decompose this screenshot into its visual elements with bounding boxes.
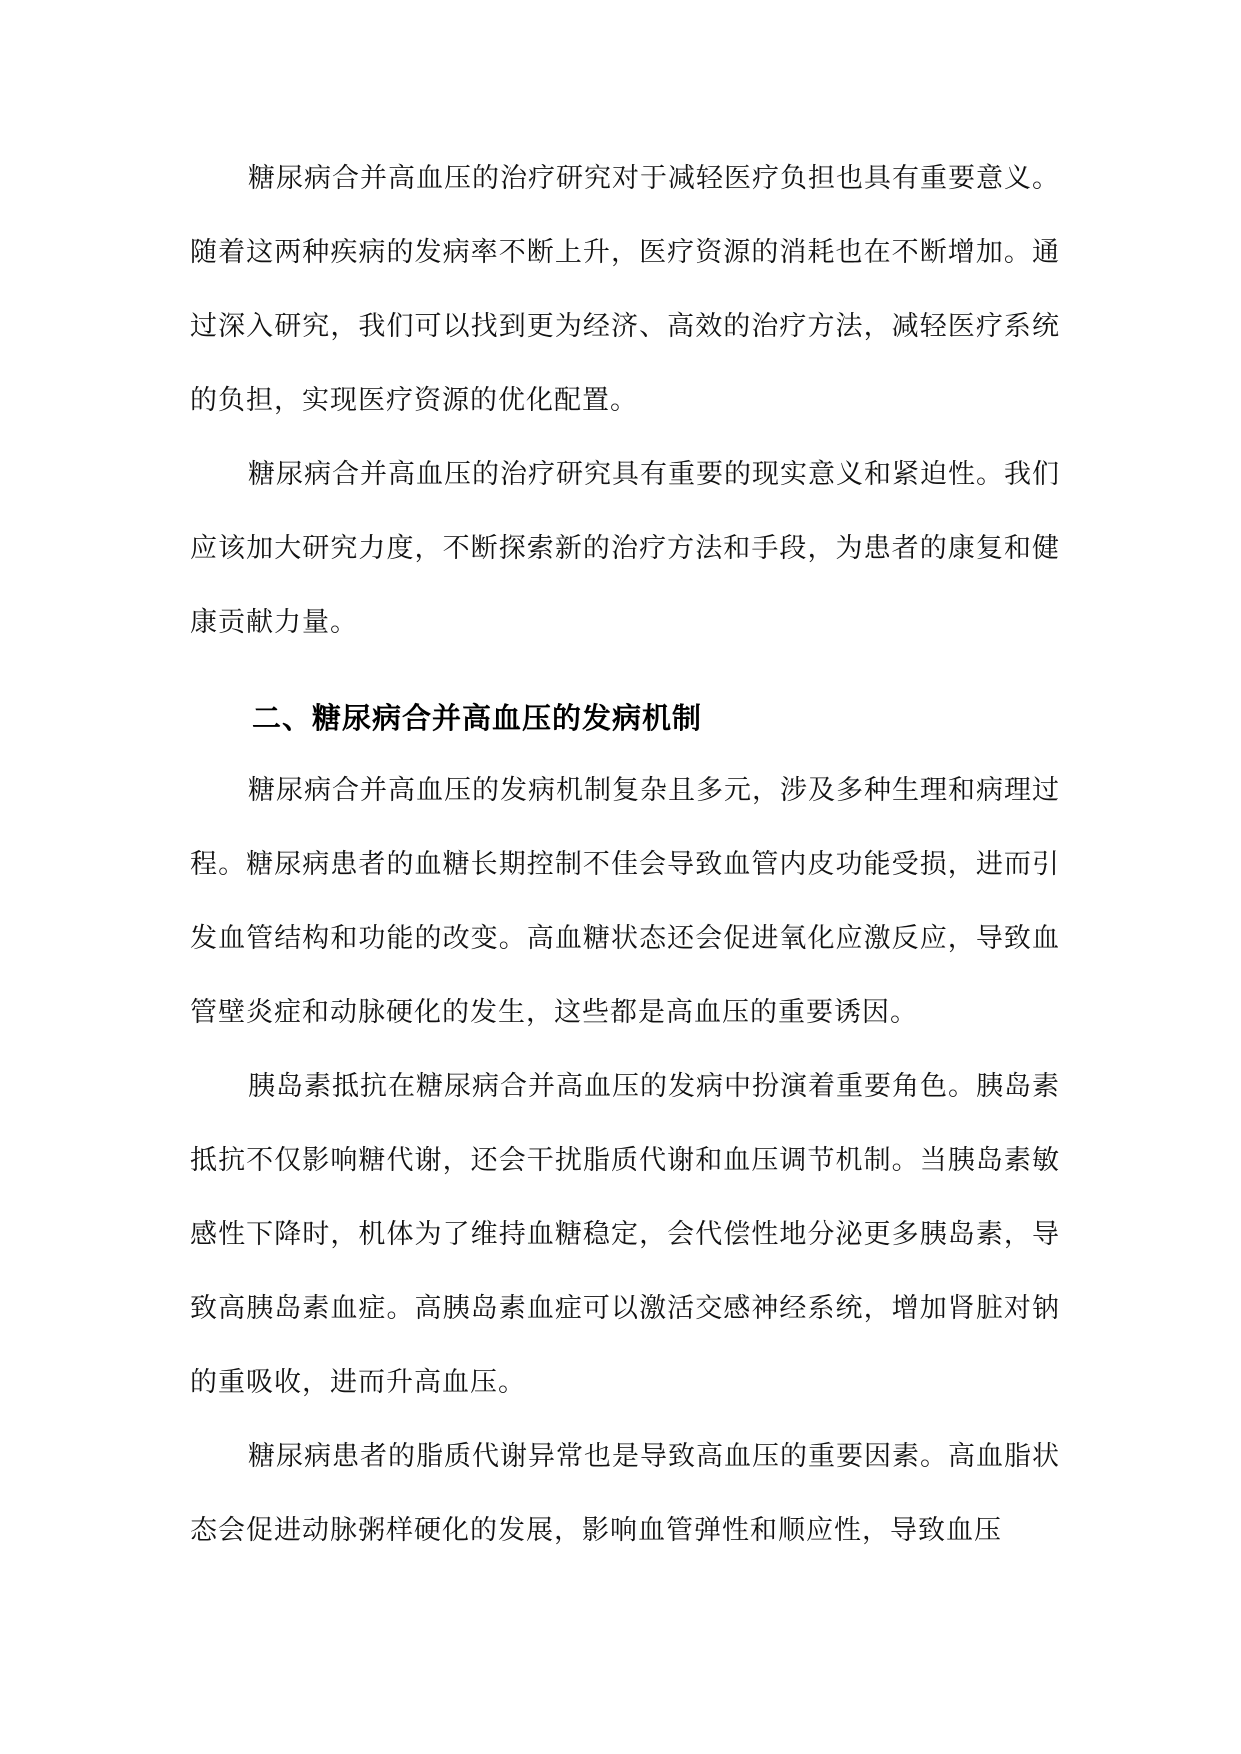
paragraph-lipid-metabolism: 糖尿病患者的脂质代谢异常也是导致高血压的重要因素。高血脂状态会促进动脉粥样硬化的发展，影响血管弹性和顺应性，导致血压: [190, 1441, 1060, 1546]
paragraph-pathogenesis-overview: 糖尿病合并高血压的发病机制复杂且多元，涉及多种生理和病理过程。糖尿病患者的血糖长期控制不佳会导致血管内皮功能受损，进而引发血管结构和功能的改变。高血糖状态还会促进氧化应激反应，导致血管壁炎症和动脉硬化的发生，这些都是高血压的重要诱因。: [190, 775, 1060, 1028]
document-body: [190, 142, 1060, 1568]
paragraph-medical-burden: 糖尿病合并高血压的治疗研究对于减轻医疗负担也具有重要意义。随着这两种疾病的发病率不断上升，医疗资源的消耗也在不断增加。通过深入研究，我们可以找到更为经济、高效的治疗方法，减轻医疗系统的负担，实现医疗资源的优化配置。: [190, 163, 1060, 416]
paragraph-research-significance: 糖尿病合并高血压的治疗研究具有重要的现实意义和紧迫性。我们应该加大研究力度，不断探索新的治疗方法和手段，为患者的康复和健康贡献力量。: [190, 459, 1060, 638]
paragraph-insulin-resistance: 胰岛素抵抗在糖尿病合并高血压的发病中扮演着重要角色。胰岛素抵抗不仅影响糖代谢，还会干扰脂质代谢和血压调节机制。当胰岛素敏感性下降时，机体为了维持血糖稳定，会代偿性地分泌更多胰岛素，导致高胰岛素血症。高胰岛素血症可以激活交感神经系统，增加肾脏对钠的重吸收，进而升高血压。: [190, 1071, 1060, 1398]
section-heading: 二、糖尿病合并高血压的发病机制: [252, 701, 703, 735]
